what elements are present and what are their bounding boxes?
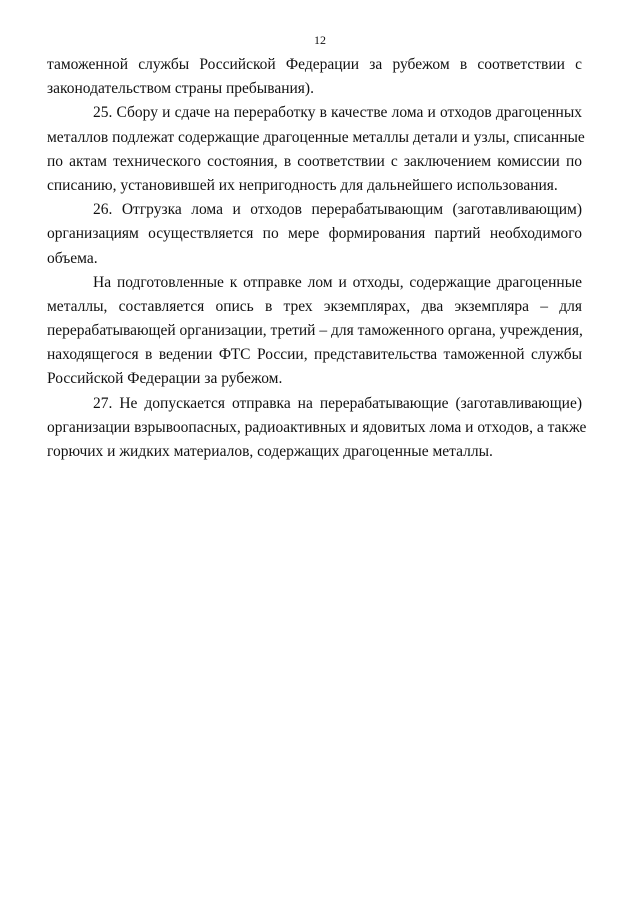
text-line: 26. Отгрузка лома и отходов перерабатывающим (заготавливающим) bbox=[93, 201, 582, 219]
text-line: организации взрывоопасных, радиоактивных и ядовитых лома и отходов, а также bbox=[47, 418, 587, 436]
text-line: горючих и жидких материалов, содержащих драгоценные металлы. bbox=[47, 443, 493, 460]
text-line: На подготовленные к отправке лом и отходы, содержащие драгоценные bbox=[93, 273, 582, 291]
paragraph-inventory bbox=[47, 271, 582, 392]
text-line: организациям осуществляется по мере формирования партий необходимого bbox=[47, 225, 582, 243]
text-line: списанию, установившей их непригодность для дальнейшего использования. bbox=[47, 176, 558, 194]
page-number: 12 bbox=[314, 33, 326, 47]
document-body bbox=[47, 53, 587, 464]
text-line: таможенной службы Российской Федерации за рубежом в соответствии с bbox=[47, 56, 582, 73]
paragraph-item-26 bbox=[47, 198, 582, 271]
text-line: Российской Федерации за рубежом. bbox=[47, 370, 283, 388]
text-line: металлов подлежат содержащие драгоценные металлы детали и узлы, списанные bbox=[47, 128, 585, 146]
paragraph-item-25 bbox=[47, 101, 585, 198]
text-line: объема. bbox=[47, 249, 98, 267]
text-line: по актам технического состояния, в соответствии с заключением комиссии по bbox=[47, 152, 582, 170]
paragraph-item-27 bbox=[47, 392, 587, 465]
paragraph-continuation bbox=[47, 53, 582, 101]
text-line: перерабатывающей организации, третий – для таможенного органа, учреждения, bbox=[47, 322, 583, 340]
text-line: 25. Сбору и сдаче на переработку в качестве лома и отходов драгоценных bbox=[93, 104, 582, 122]
text-line: законодательством страны пребывания). bbox=[47, 80, 314, 98]
text-line: металлы, составляется опись в трех экземплярах, два экземпляра – для bbox=[47, 297, 582, 315]
text-line: находящегося в ведении ФТС России, представительства таможенной службы bbox=[47, 346, 582, 364]
text-line: 27. Не допускается отправка на перерабатывающие (заготавливающие) bbox=[93, 394, 582, 412]
